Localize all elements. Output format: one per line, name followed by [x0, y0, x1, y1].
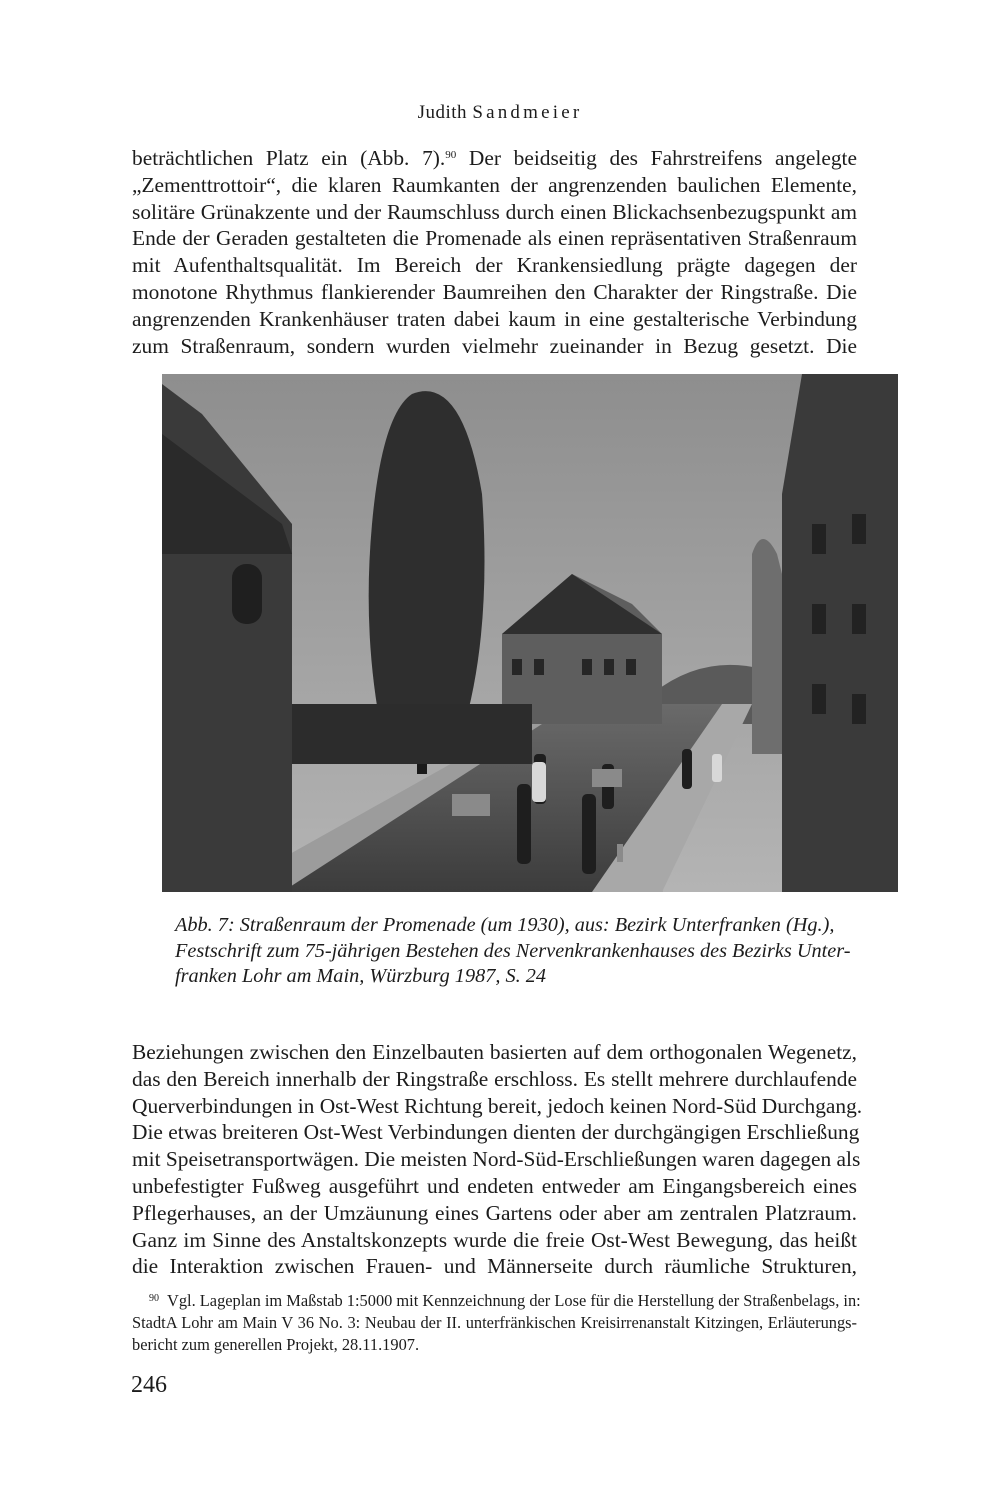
historic-street-photo [162, 374, 898, 892]
footnote-line: StadtA Lohr am Main V 36 No. 3: Neubau der II. unterfränkischen Kreisirrenanstalt Kitzingen, Erläuterungs- [132, 1313, 857, 1332]
running-head [0, 102, 1000, 124]
text-line [132, 145, 857, 172]
author-surname: Sandmeier [472, 102, 583, 123]
text-line-start: beträchtlichen Platz ein (Abb. 7). [132, 146, 446, 170]
text-line: angrenzenden Krankenhäuser traten dabei kaum in eine gestalterische Verbindung [132, 306, 857, 331]
page-number: 246 [131, 1372, 167, 1398]
footnote-number: 90 [149, 1293, 159, 1304]
figure-caption [175, 913, 915, 990]
text-line: zum Straßenraum, sondern wurden vielmehr zueinander in Bezug gesetzt. Die [132, 333, 857, 358]
text-line: mit Speisetransportwägen. Die meisten Nord-Süd-Erschließungen waren dagegen als [132, 1147, 861, 1172]
footnote-text: Vgl. Lageplan im Maßstab 1:5000 mit Kennzeichnung der Lose für die Herstellung der Straßenbelags, in: [167, 1291, 861, 1310]
text-line: Beziehungen zwischen den Einzelbauten basierten auf dem orthogonalen Wegenetz, [132, 1040, 857, 1064]
text-line: mit Aufenthaltsqualität. Im Bereich der Krankensiedlung prägte dagegen der [132, 253, 857, 278]
text-line: „Zementtrottoir“, die klaren Raumkanten der angrenzenden baulichen Elemente, [132, 172, 857, 197]
text-line: monotone Rhythmus flankierender Baumreihen den Charakter der Ringstraße. Die [132, 279, 857, 304]
author-first-name: Judith [417, 102, 468, 123]
footnote-reference: 90 [445, 149, 457, 161]
caption-line: Abb. 7: Straßenraum der Promenade (um 1930), aus: Bezirk Unterfranken (Hg.), [175, 914, 835, 936]
text-line: das den Bereich innerhalb der Ringstraße erschloss. Es stellt mehrere durchlaufende [132, 1066, 857, 1091]
footnote-line: bericht zum generellen Projekt, 28.11.1907. [132, 1335, 420, 1354]
text-line: Ganz im Sinne des Anstaltskonzepts wurde die freie Ost-West Bewegung, das heißt [132, 1227, 857, 1252]
photo-illustration [162, 374, 898, 892]
footnote [132, 1290, 861, 1356]
footnote-line [132, 1290, 861, 1312]
text-line: solitäre Grünakzente und der Raumschluss durch einen Blickachsenbezugspunkt am [132, 199, 857, 224]
text-line: Pflegerhauses, an der Umzäunung eines Gartens oder aber am zentralen Platzraum. [132, 1200, 857, 1225]
paragraph-2 [132, 1039, 863, 1280]
text-line: Ende der Geraden gestalteten die Promenade als einen repräsentativen Straßenraum [132, 226, 857, 251]
text-line: Querverbindungen in Ost-West Richtung bereit, jedoch keinen Nord-Süd Durchgang. [132, 1093, 863, 1118]
caption-line: franken Lohr am Main, Würzburg 1987, S. 24 [175, 965, 547, 988]
text-line-rest: Der beidseitig des Fahrstreifens angelegte [456, 146, 857, 170]
text-line: die Interaktion zwischen Frauen- und Männerseite durch räumliche Strukturen, [132, 1254, 857, 1279]
caption-line: Festschrift zum 75-jährigen Bestehen des Nervenkrankenhauses des Bezirks Unter- [175, 939, 851, 962]
text-line: Die etwas breiteren Ost-West Verbindungen dienten der durchgängigen Erschließung [132, 1120, 860, 1145]
paragraph-1 [132, 145, 857, 359]
text-line: unbefestigter Fußweg ausgeführt und endeten entweder am Eingangsbereich eines [132, 1173, 857, 1198]
